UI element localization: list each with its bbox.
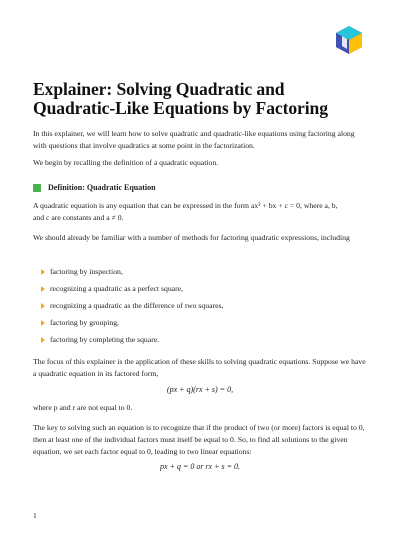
nagwa-logo-icon	[334, 25, 364, 55]
list-item: factoring by inspection,	[41, 266, 361, 278]
definition-line-2: and c are constants and a ≠ 0.	[33, 213, 124, 222]
factored-equation: (px + q)(rx + s) = 0,	[166, 385, 234, 394]
arrow-bullet-icon	[41, 337, 45, 343]
green-square-icon	[33, 184, 41, 192]
definition-line-1: A quadratic equation is any equation that can be expressed in the form ax² + bx + c = 0, where a, b,	[33, 201, 338, 210]
list-item: factoring by completing the square.	[41, 334, 361, 346]
page-title: Explainer: Solving Quadratic and Quadratic-Like Equations by Factoring	[33, 79, 328, 118]
page-number: 1	[33, 511, 37, 520]
arrow-bullet-icon	[41, 286, 45, 292]
linear-equations: px + q = 0 or rx + s = 0.	[159, 462, 241, 471]
key-paragraph: The key to solving such an equation is to recognize that if the product of two (or more) factors is equal to 0, then at least one of the individual factors must itself be equal to 0. So, to find all solutions to the given equation, we set each factor equal to 0, leading to two linear equations:	[33, 423, 365, 456]
where-line: where p and r are not equal to 0.	[33, 403, 133, 412]
recall-paragraph: We begin by recalling the definition of a quadratic equation.	[33, 158, 219, 167]
methods-intro-paragraph: We should already be familiar with a number of methods for factoring quadratic expressions, including	[33, 233, 350, 242]
arrow-bullet-icon	[41, 269, 45, 275]
arrow-bullet-icon	[41, 320, 45, 326]
list-item: recognizing a quadratic as a perfect square,	[41, 283, 361, 295]
list-item: recognizing a quadratic as the difference of two squares,	[41, 300, 361, 312]
definition-heading: Definition: Quadratic Equation	[33, 182, 367, 194]
intro-paragraph: In this explainer, we will learn how to solve quadratic and quadratic-like equations using factoring along with questions that involve quadratics at some point in the factorization.	[33, 129, 355, 150]
arrow-bullet-icon	[41, 303, 45, 309]
focus-paragraph: The focus of this explainer is the application of these skills to solving quadratic equations. Suppose we have a quadratic equation in its factored form,	[33, 357, 366, 378]
list-item: factoring by grouping,	[41, 317, 361, 329]
